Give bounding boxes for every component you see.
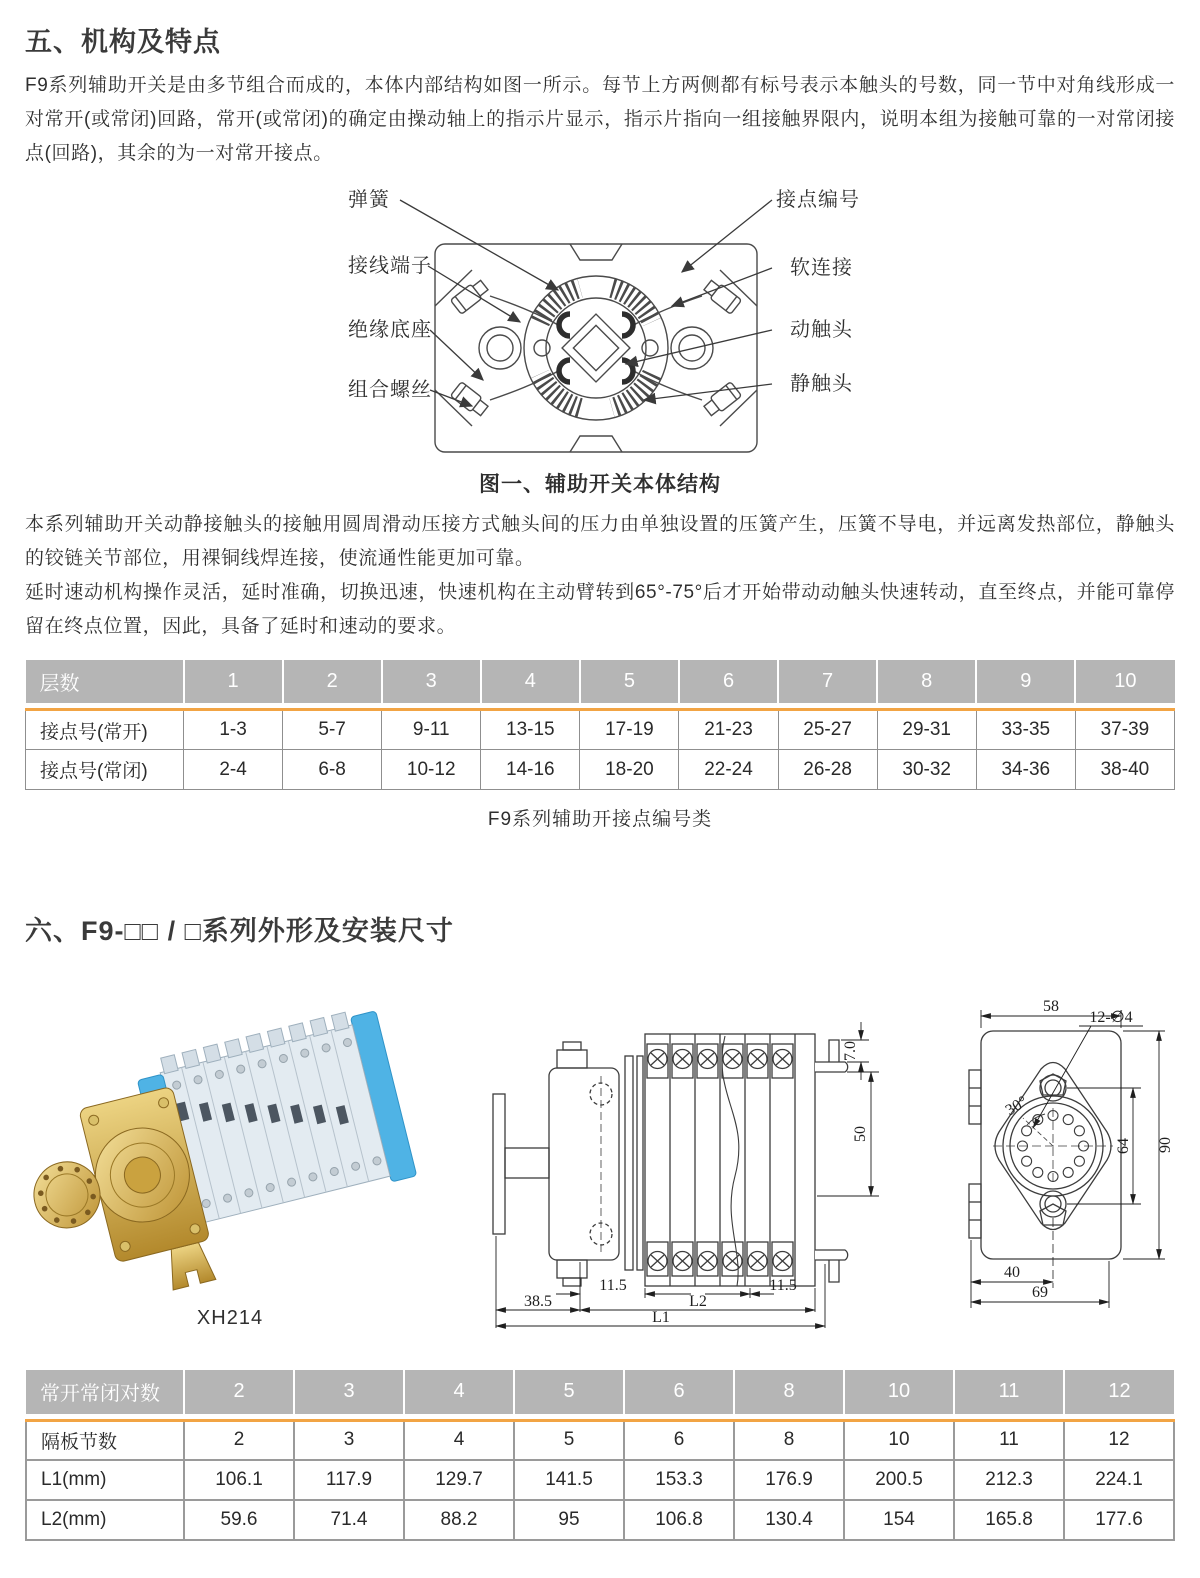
row-label: 接点号(常闭) — [26, 750, 184, 790]
side-view-drawing — [473, 996, 885, 1330]
cell-value: 153.3 — [624, 1460, 734, 1500]
cell-value: 129.7 — [404, 1460, 514, 1500]
cell-value: 6 — [624, 1420, 734, 1460]
dimension-label: 58 — [1043, 998, 1059, 1016]
cell-value: 200.5 — [844, 1460, 954, 1500]
cell-value: 59.6 — [184, 1500, 294, 1540]
cell-value: 117.9 — [294, 1460, 404, 1500]
contact-number-table-caption: F9系列辅助开接点编号类 — [487, 809, 713, 831]
cell-value: 165.8 — [954, 1500, 1064, 1540]
product-photo — [30, 996, 430, 1296]
column-header: 10 — [1075, 660, 1174, 706]
row-label-header: 层数 — [26, 660, 184, 706]
column-header: 9 — [976, 660, 1075, 706]
figure1 — [320, 174, 880, 498]
figure1-caption: 图一、辅助开关本体结构 — [479, 473, 721, 497]
dimension-figures-row — [25, 996, 1175, 1330]
cell-value: 6-8 — [283, 750, 382, 790]
cell-value: 29-31 — [877, 710, 976, 750]
label-soft-connection: 软连接 — [790, 257, 853, 280]
dimension-label: 64 — [1115, 1138, 1132, 1155]
dimension-label: 11.5 — [769, 1277, 797, 1295]
column-header: 12 — [1064, 1370, 1174, 1416]
table-row — [26, 750, 1175, 790]
para-delay-description: 延时速动机构操作灵活，延时准确，切换迅速，快速机构在主动臂转到65°-75°后才开始带动动触头快速转动，直至终点，并能可靠停留在终点位置，因此，具备了延时和速动的要求。 — [25, 582, 1175, 637]
cell-value: 5-7 — [283, 710, 382, 750]
front-view-drawing — [923, 996, 1175, 1316]
row-label: 隔板节数 — [26, 1420, 184, 1460]
cell-value: 224.1 — [1064, 1460, 1174, 1500]
column-header: 4 — [481, 660, 580, 706]
cell-value: 11 — [954, 1420, 1064, 1460]
dimension-label: 90 — [1157, 1137, 1174, 1154]
cell-value: 177.6 — [1064, 1500, 1174, 1540]
label-insulating-base: 绝缘底座 — [348, 319, 432, 342]
cell-value: 30-32 — [877, 750, 976, 790]
table-row — [26, 1460, 1174, 1500]
column-header: 2 — [184, 1370, 294, 1416]
cell-value: 95 — [514, 1500, 624, 1540]
label-combination-screw: 组合螺丝 — [348, 379, 432, 402]
contact-number-table — [25, 660, 1175, 791]
dimension-label: L2 — [689, 1293, 707, 1311]
row-label: L1(mm) — [26, 1460, 184, 1500]
cell-value: 3 — [294, 1420, 404, 1460]
dimension-table — [25, 1370, 1175, 1541]
column-header: 4 — [404, 1370, 514, 1416]
table-header-row — [26, 1370, 1174, 1416]
product-photo-block — [25, 996, 435, 1330]
table-row — [26, 710, 1175, 750]
column-header: 2 — [283, 660, 382, 706]
dimension-label: 50 — [852, 1126, 869, 1143]
cell-value: 1-3 — [184, 710, 283, 750]
cell-value: 176.9 — [734, 1460, 844, 1500]
column-header: 8 — [877, 660, 976, 706]
cell-value: 9-11 — [382, 710, 481, 750]
column-header: 3 — [382, 660, 481, 706]
cell-value: 212.3 — [954, 1460, 1064, 1500]
label-terminal: 接线端子 — [348, 255, 432, 278]
cell-value: 33-35 — [976, 710, 1075, 750]
section6-title: 六、F9-□□ / □系列外形及安装尺寸 — [25, 916, 454, 947]
label-static-contact: 静触头 — [790, 373, 853, 396]
column-header: 5 — [580, 660, 679, 706]
cell-value: 2 — [184, 1420, 294, 1460]
section5-title: 五、机构及特点 — [25, 27, 221, 57]
table-row — [26, 1500, 1174, 1540]
cell-value: 38-40 — [1075, 750, 1174, 790]
column-header: 6 — [679, 660, 778, 706]
row-label: 接点号(常开) — [26, 710, 184, 750]
cell-value: 71.4 — [294, 1500, 404, 1540]
dimension-label: 38.5 — [524, 1293, 552, 1311]
column-header: 1 — [184, 660, 283, 706]
dimension-label: L1 — [652, 1309, 670, 1327]
para-contact-description: 本系列辅助开关动静接触头的接触用圆周滑动压接方式触头间的压力由单独设置的压簧产生，压簧不导电，并远离发热部位，静触头的铰链关节部位，用裸铜线焊连接，使流通性能更加可靠。 — [25, 514, 1175, 570]
cell-value: 106.1 — [184, 1460, 294, 1500]
dimension-label: 69 — [1032, 1284, 1048, 1302]
column-header: 8 — [734, 1370, 844, 1416]
table-row — [26, 1420, 1174, 1460]
cell-value: 34-36 — [976, 750, 1075, 790]
column-header: 10 — [844, 1370, 954, 1416]
cell-value: 4 — [404, 1420, 514, 1460]
cell-value: 10-12 — [382, 750, 481, 790]
dimension-label: 11.5 — [599, 1277, 627, 1295]
column-header: 6 — [624, 1370, 734, 1416]
cell-value: 141.5 — [514, 1460, 624, 1500]
section5-intro: F9系列辅助开关是由多节组合而成的，本体内部结构如图一所示。每节上方两侧都有标号表示本触头的号数，同一节中对角线形成一对常开(或常闭)回路，常开(或常闭)的确定由操动轴上的指示片显示，指示片指向一组接触界限内，说明本组为接触可靠的一对常闭接点(回路)，其余的为一对常开接点。 — [25, 75, 1175, 164]
dimension-label: 30° — [1002, 1093, 1031, 1120]
column-header: 5 — [514, 1370, 624, 1416]
cell-value: 2-4 — [184, 750, 283, 790]
cell-value: 10 — [844, 1420, 954, 1460]
label-contact-number: 接点编号 — [776, 189, 860, 212]
auxiliary-switch-structure-diagram — [320, 174, 880, 466]
cell-value: 18-20 — [580, 750, 679, 790]
dimension-label: 40 — [1004, 1264, 1020, 1282]
table-header-row — [26, 660, 1175, 706]
product-model-label: XH214 — [196, 1307, 264, 1330]
row-label-header: 常开常闭对数 — [26, 1370, 184, 1416]
cell-value: 25-27 — [778, 710, 877, 750]
cell-value: 88.2 — [404, 1500, 514, 1540]
column-header: 11 — [954, 1370, 1064, 1416]
row-label: L2(mm) — [26, 1500, 184, 1540]
cell-value: 14-16 — [481, 750, 580, 790]
dimension-label: 12-∅4 — [1089, 1009, 1133, 1027]
column-header: 7 — [778, 660, 877, 706]
cell-value: 21-23 — [679, 710, 778, 750]
label-spring: 弹簧 — [348, 189, 390, 212]
dimension-label: 7.0 — [842, 1041, 859, 1062]
cell-value: 130.4 — [734, 1500, 844, 1540]
cell-value: 12 — [1064, 1420, 1174, 1460]
cell-value: 37-39 — [1075, 710, 1174, 750]
column-header: 3 — [294, 1370, 404, 1416]
cell-value: 154 — [844, 1500, 954, 1540]
cell-value: 8 — [734, 1420, 844, 1460]
cell-value: 26-28 — [778, 750, 877, 790]
cell-value: 22-24 — [679, 750, 778, 790]
cell-value: 5 — [514, 1420, 624, 1460]
cell-value: 106.8 — [624, 1500, 734, 1540]
cell-value: 13-15 — [481, 710, 580, 750]
cell-value: 17-19 — [580, 710, 679, 750]
label-moving-contact: 动触头 — [790, 319, 853, 342]
